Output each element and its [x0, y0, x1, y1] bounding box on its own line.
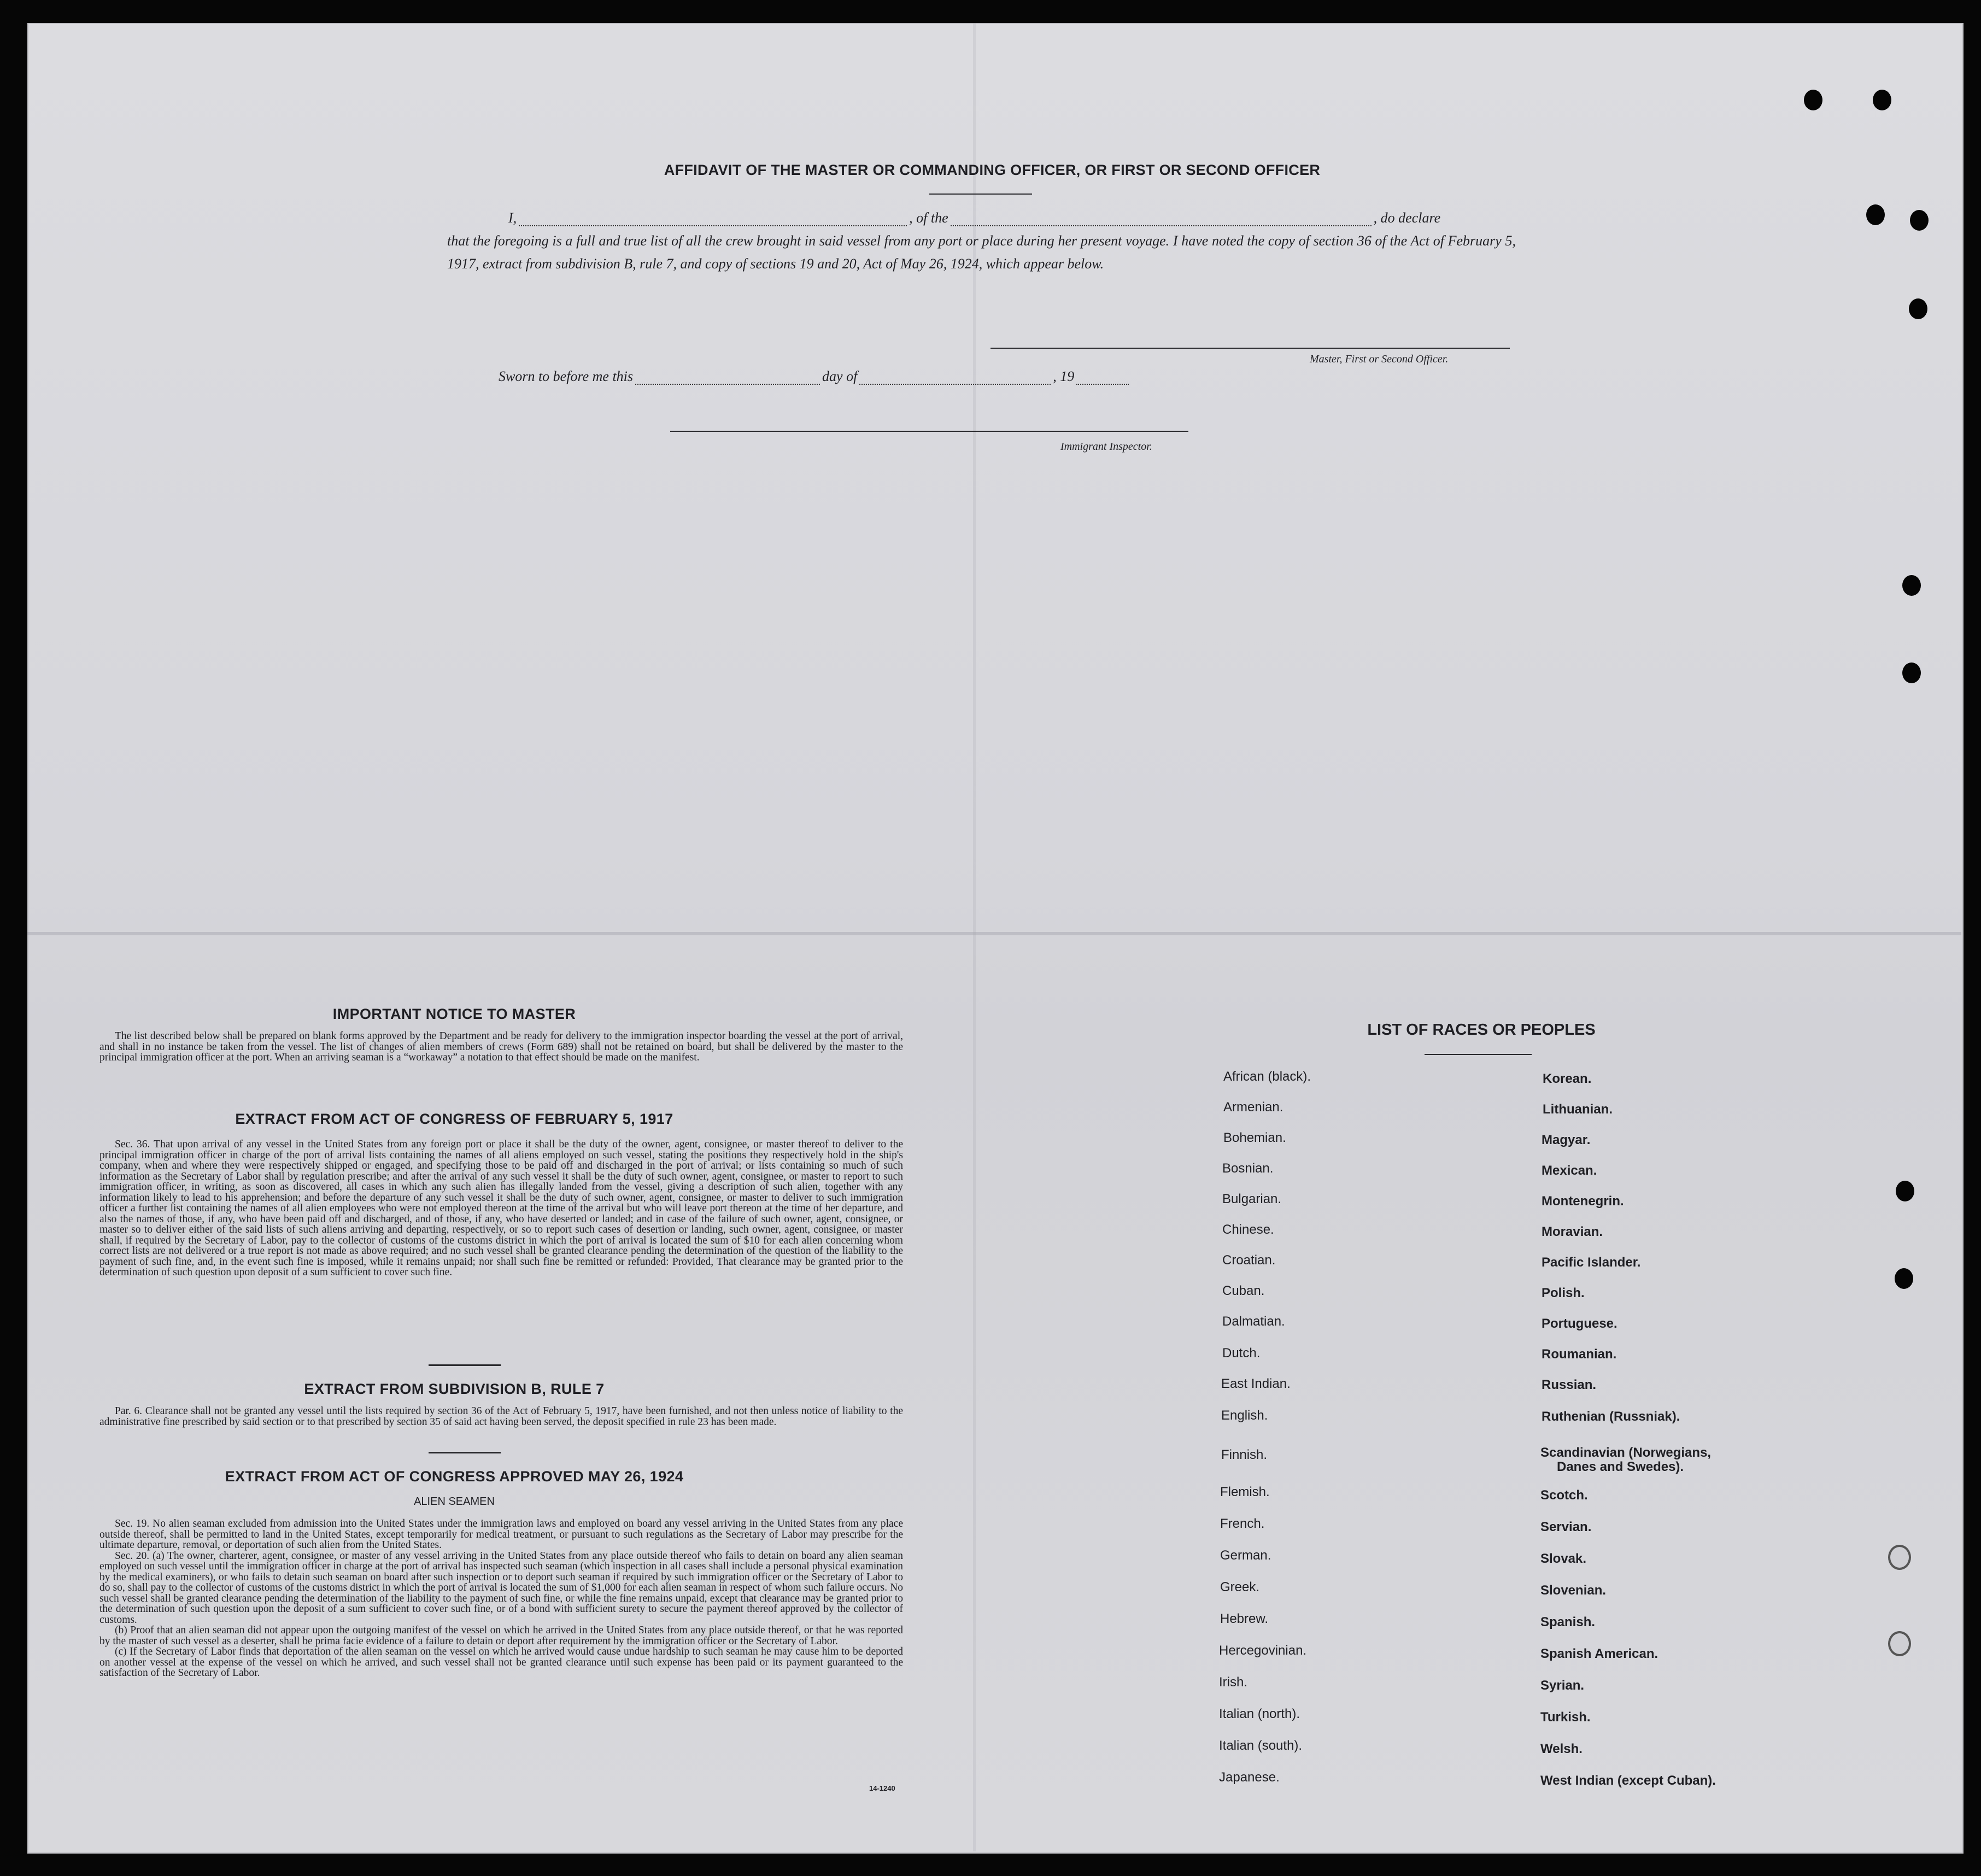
master-signature-line[interactable]	[991, 348, 1510, 349]
race-item: Flemish.	[1220, 1485, 1270, 1499]
race-item: Montenegrin.	[1542, 1194, 1624, 1209]
race-item: African (black).	[1223, 1069, 1311, 1084]
section-rule	[429, 1364, 501, 1366]
race-item: Lithuanian.	[1543, 1102, 1613, 1117]
race-item: Syrian.	[1540, 1678, 1585, 1693]
binder-hole	[1896, 1181, 1914, 1201]
affidavit-title: AFFIDAVIT OF THE MASTER OR COMMANDING OFFICER, OR FIRST OR SECOND OFFICER	[664, 162, 1321, 178]
race-item: Scandinavian (Norwegians,	[1540, 1445, 1712, 1460]
race-item: Italian (north).	[1219, 1707, 1300, 1721]
sworn-year-blank[interactable]	[1076, 372, 1129, 385]
extract-1924-text	[99, 1519, 903, 1679]
declaration-text: that the foregoing is a full and true list of all the crew brought in said vessel from any port or place during her present voyage. I have noted the copy of section 36 of the Act of February 5, 1917, extract from subdivision B, rule 7, and copy of sections 19 and 20, Act of May 26, 1924, which appear below.	[447, 233, 1516, 272]
notice-text	[99, 1031, 903, 1063]
race-item: Dutch.	[1222, 1346, 1261, 1361]
extract-1917-title: EXTRACT FROM ACT OF CONGRESS OF FEBRUARY 5, 1917	[235, 1111, 673, 1127]
horizontal-fold	[27, 932, 1961, 935]
day-of-label: day of	[822, 368, 858, 384]
year-label: , 19	[1053, 368, 1075, 384]
alien-seamen-subtitle: ALIEN SEAMEN	[414, 1496, 495, 1508]
race-item: Roumanian.	[1542, 1347, 1617, 1362]
section-20a-paragraph: Sec. 20. (a) The owner, charterer, agent, consignee, or master of any vessel arriving in the United States from any place outside thereof who fails to detain on board any alien seaman employed on such vessel until the immigration officer in charge at the port of arrival has inspected such seaman (which inspection in all cases shall include a personal physical examination by the medical examiners), or who fails to detain such seaman on board after such inspection or to deport such seaman if required by such immigration officer or the Secretary of Labor to do so, shall pay to the collector of customs of the customs district in which the port of arrival is located the sum of $1,000 for each alien seaman in respect of whom such failure occurs. No such vessel shall be granted clearance pending the determination of the liability to the payment of such fine, or while the fine remains unpaid, except that clearance may be granted prior to the determination of such question upon the deposit of a sum sufficient to cover such fine, or of a bond with sufficient surety to secure the payment thereof approved by the collector of customs.	[99, 1550, 903, 1626]
race-item: Slovenian.	[1540, 1583, 1607, 1598]
race-item: Spanish American.	[1540, 1646, 1658, 1661]
binder-hole	[1888, 1631, 1911, 1656]
binder-hole	[1873, 90, 1891, 110]
form-number: 14-1240	[869, 1784, 895, 1792]
race-item: Danes and Swedes).	[1557, 1459, 1684, 1474]
sworn-month-blank[interactable]	[859, 372, 1051, 385]
race-item: Spanish.	[1540, 1615, 1596, 1629]
race-item: Polish.	[1542, 1286, 1585, 1300]
extract-rule7-title: EXTRACT FROM SUBDIVISION B, RULE 7	[304, 1381, 605, 1397]
section-rule	[429, 1452, 501, 1453]
race-item: Korean.	[1543, 1071, 1592, 1086]
declarant-line	[508, 210, 1440, 226]
binder-hole	[1804, 90, 1822, 110]
inspector-caption: Immigrant Inspector.	[1060, 441, 1152, 453]
race-item: Finnish.	[1221, 1447, 1268, 1462]
race-item: Russian.	[1542, 1377, 1597, 1392]
binder-hole	[1866, 204, 1885, 225]
of-the-label: , of the	[909, 210, 948, 226]
race-item: French.	[1220, 1516, 1265, 1531]
rule-7-paragraph: Par. 6. Clearance shall not be granted any vessel until the lists required by section 36 of the Act of February 5, 1917, have been furnished, and not then unless notice of liability to the administrative fine prescribed by said section or to that prescribed by section 35 of said act having been served, the deposit specified in rule 23 has been made.	[99, 1405, 903, 1428]
section-36-paragraph: Sec. 36. That upon arrival of any vessel in the United States from any foreign port or place it shall be the duty of the owner, agent, consignee, or master thereof to deliver to the principal immigration officer in charge of the port of arrival lists containing the names of all aliens employed on such vessel, stating the positions they respectively hold in the ship's company, when and where they were respectively shipped or engaged, and specifying those to be paid off and discharged in the port of arrival; or lists containing so much of such information as the Secretary of Labor shall by regulation prescribe; and after the arrival of any such vessel it shall be the duty of such owner, agent, consignee, or master to report to such immigration officer, in writing, as soon as discovered, all cases in which any such alien has illegally landed from the vessel, giving a description of such alien, together with any information likely to lead to his apprehension; and before the departure of any such vessel it shall be the duty of such owner, agent, consignee, or master to deliver to such immigration officer a further list containing the names of all alien employees who were not employed thereon at the time of the arrival but who will leave port thereon at the time of her departure, and also the names of those, if any, who have been paid off and discharged, and of those, if any, who have deserted or landed; and in case of the failure of such owner, agent, consignee, or master so to deliver either of the said lists of such aliens arriving and departing, respectively, or so to report such cases of desertion or landing, such owner, agent, consignee, or master shall, if required by the Secretary of Labor, pay to the collector of customs of the customs district in which the port of arrival is located the sum of $10 for each alien concerning whom correct lists are not delivered or a true report is not made as above required; and no such vessel shall be granted clearance pending the determination of the question of the liability to the payment of such fine, and, in the event such fine is imposed, while it remains unpaid; nor shall such fine be remitted or refunded: Provided, That clearance may be granted prior to the determination of such question upon deposit of a sum sufficient to cover such fine.	[99, 1139, 903, 1278]
section-19-paragraph: Sec. 19. No alien seaman excluded from admission into the United States under the immigration laws and employed on board any vessel arriving in the United States from any place outside thereof, shall be permitted to land in the United States, except temporarily for medical treatment, or pursuant to such regulations as the Secretary of Labor may prescribe for the ultimate departure, removal, or deportation of such alien from the United States.	[99, 1518, 903, 1551]
declarant-name-blank[interactable]	[519, 213, 907, 226]
race-item: Greek.	[1220, 1580, 1260, 1594]
race-item: Moravian.	[1542, 1224, 1603, 1239]
race-item: German.	[1220, 1548, 1271, 1563]
race-item: Armenian.	[1223, 1100, 1283, 1115]
race-item: Japanese.	[1219, 1770, 1280, 1785]
extract-1924-title: EXTRACT FROM ACT OF CONGRESS APPROVED MAY 26, 1924	[225, 1468, 684, 1485]
master-caption: Master, First or Second Officer.	[1310, 353, 1449, 365]
sworn-label: Sworn to before me this	[499, 368, 634, 384]
race-item: Servian.	[1540, 1520, 1592, 1534]
section-20b-paragraph: (b) Proof that an alien seaman did not appear upon the outgoing manifest of the vessel on which he arrived in the United States from any place outside thereof, or that he was reported by the master of such vessel as a deserter, shall be prima facie evidence of a failure to detain or deport after requirement by the immigration officer or the Secretary of Labor.	[99, 1625, 903, 1647]
race-item: Welsh.	[1540, 1742, 1583, 1756]
race-item: Dalmatian.	[1222, 1314, 1285, 1329]
sworn-line	[499, 368, 1131, 385]
title-rule	[929, 194, 1032, 195]
race-item: Turkish.	[1540, 1710, 1591, 1725]
vertical-fold	[973, 23, 976, 1851]
binder-hole	[1902, 663, 1921, 683]
binder-hole	[1895, 1268, 1913, 1289]
races-title: LIST OF RACES OR PEOPLES	[1367, 1021, 1596, 1039]
binder-hole	[1888, 1545, 1911, 1570]
race-item: Ruthenian (Russniak).	[1542, 1409, 1680, 1424]
binder-hole	[1909, 298, 1927, 319]
race-item: Cuban.	[1222, 1283, 1265, 1298]
binder-hole	[1910, 210, 1929, 231]
race-item: Scotch.	[1540, 1488, 1588, 1503]
vessel-name-blank[interactable]	[951, 213, 1372, 226]
notice-title: IMPORTANT NOTICE TO MASTER	[332, 1006, 576, 1022]
race-item: Magyar.	[1542, 1133, 1591, 1147]
race-item: Italian (south).	[1219, 1738, 1303, 1753]
race-item: Hercegovinian.	[1219, 1643, 1307, 1658]
section-20c-paragraph: (c) If the Secretary of Labor finds that deportation of the alien seaman on the vessel on which he arrived would cause undue hardship to such seaman he may cause him to be deported on another vessel at the expense of the vessel on which he arrived, and such vessel shall not be granted clearance until such expense has been paid or its payment guaranteed to the satisfaction of the Secretary of Labor.	[99, 1646, 903, 1679]
race-item: Hebrew.	[1220, 1611, 1269, 1626]
race-item: Bulgarian.	[1222, 1192, 1282, 1206]
race-item: East Indian.	[1221, 1376, 1291, 1391]
binder-hole	[1902, 575, 1921, 596]
extract-1917-text	[99, 1139, 903, 1278]
race-item: English.	[1221, 1408, 1268, 1423]
race-item: Croatian.	[1222, 1253, 1276, 1268]
notice-paragraph: The list described below shall be prepared on blank forms approved by the Department and be ready for delivery to the immigration inspector boarding the vessel at the port of arrival, and shall in no instance be taken from the vessel. The list of changes of alien members of crews (Form 689) shall not be retained on board, but shall be delivered by the master to the principal immigration officer at the port. When an arriving seaman is a “workaway” a notation to that effect should be made on the manifest.	[99, 1030, 903, 1063]
race-item: Bosnian.	[1222, 1161, 1274, 1176]
do-declare-label: , do declare	[1373, 210, 1441, 226]
inspector-signature-line[interactable]	[670, 431, 1188, 432]
race-item: West Indian (except Cuban).	[1540, 1773, 1716, 1788]
race-item: Slovak.	[1540, 1551, 1587, 1566]
extract-rule7-text	[99, 1406, 903, 1427]
race-item: Irish.	[1219, 1675, 1248, 1690]
race-item: Chinese.	[1222, 1222, 1274, 1237]
i-label: I,	[508, 210, 517, 226]
races-title-rule	[1425, 1054, 1532, 1055]
sworn-day-blank[interactable]	[635, 372, 820, 385]
race-item: Pacific Islander.	[1542, 1255, 1641, 1270]
race-item: Mexican.	[1542, 1163, 1597, 1178]
race-item: Bohemian.	[1223, 1130, 1286, 1145]
race-item: Portuguese.	[1542, 1316, 1617, 1331]
